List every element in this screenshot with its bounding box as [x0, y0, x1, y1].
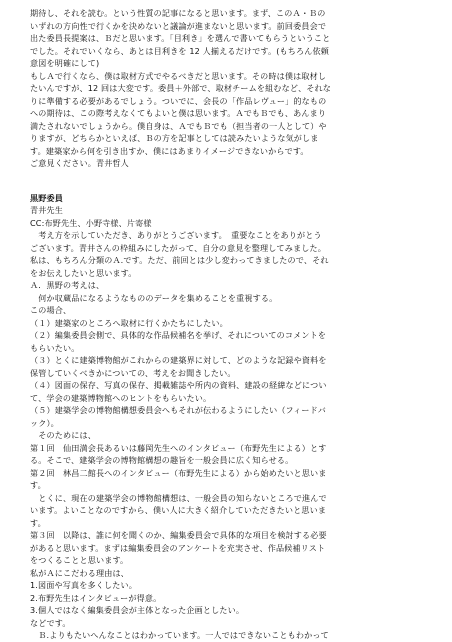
text-line: 期待し、それを読む。という性質の記事になると思います。まず、このＡ・Ｂの	[30, 8, 326, 18]
text-line: います。よいことなのですから、僕い人に大きく紹介していただきたいと思いま	[30, 505, 327, 515]
text-line: への期待は、この際考えなくてもよいと僕は思います。ＡでもＢでも、あんまり	[30, 108, 327, 118]
text-line: 第１回 仙田満会長あるいは藤岡先生へのインタビュー（布野先生による）とす	[30, 442, 327, 453]
text-line: 何か収蔵品になるようなもののデータを集めることを重視する。	[30, 292, 278, 303]
text-line: この場合、	[30, 305, 72, 315]
text-line: りますが、どちらかといえば、Ｂの方を記事としては読みたいような気がしま	[30, 133, 319, 143]
text-line: ック）。	[30, 417, 59, 428]
text-line: （３）とくに建築博物館がこれからの建築界に対して、どのような記録や資料を	[30, 355, 327, 365]
text-line: りに準備する必要があるでしょう。ついでに、会長の「作品レヴュー」的なもの	[30, 95, 327, 106]
text-line: す。	[30, 480, 46, 490]
text-line: もしＡで行くなら、僕は取材方式でやるべきだと思います。その時は僕は取材し	[30, 70, 327, 81]
text-line: ご意見ください。青井哲人	[30, 158, 129, 168]
text-line: Ａ．黒野の考えは、	[30, 280, 105, 290]
text-line: でした。それでいくなら、あとは目利きを 12 人揃えるだけです。(もちろん依頼	[30, 45, 329, 56]
text-line: などです。	[30, 617, 71, 628]
text-line: をお伝えしたいと思います。	[30, 267, 137, 278]
member-heading: 黒野委員	[30, 192, 63, 203]
section-gap	[30, 170, 422, 192]
text-line: 2.布野先生はインタビューが得意。	[30, 592, 162, 603]
text-line: 第２回 林昌二館長へのインタビュー（布野先生による）から始めたいと思いま	[30, 467, 327, 478]
text-line: 考え方を示していただき、ありがとうございます。 重要なことをありがとう	[30, 230, 322, 240]
text-line: 第３回 以降は、誰に何を聞くのか、編集委員会で具体的な項目を検討する必要	[30, 530, 327, 540]
text-line: （４）図面の保存、写真の保存、掲載雑誌や所内の資料、建設の経緯などについ	[30, 380, 327, 390]
text-line: 私がＡにこだわる理由は、	[30, 567, 129, 578]
text-line: そのためには、	[30, 430, 96, 440]
text-line: 意図を明確にして)	[30, 58, 100, 68]
text-line: 出た委員長提案は、Ｂだと思います。「目利き」を選んで書いてもらうということ	[30, 33, 331, 43]
text-line: Ｂ.よりもたいへんなことはわかっています。一人ではできないこともわかって	[30, 630, 329, 640]
text-line: 満たされないでしょうから。僕自身は、ＡでもＢでも（担当者の一人として）や	[30, 120, 327, 131]
text-line: （１）建築家のところへ取材に行くかたちにしたい。	[30, 317, 228, 328]
text-line: 3.個人ではなく編集委員会が主体となった企画としたい。	[30, 605, 245, 615]
addressee: 青井先生	[30, 205, 63, 215]
cc-line: CC:布野先生、小野寺様、片寄様	[30, 217, 152, 228]
section-aoi-letter	[30, 7, 422, 170]
text-line: とくに、現在の建築学会の博物館構想は、一般会員の知らないところで進んで	[30, 492, 327, 503]
text-line: 保管していくべきかについての、考えをお聞きしたい。	[30, 367, 236, 378]
text-line: いずれの方向性で行くかを決めないと議論が進まないと思います。前回委員会で	[30, 20, 327, 31]
text-line: をつくることと思います。	[30, 555, 129, 565]
text-line: 私は、もちろん分類のＡ.です。ただ、前回とは少し変わってきましたので、それ	[30, 255, 329, 265]
text-line: があると思います。まずは編集委員会のアンケートを充実させ、作品候補リスト	[30, 542, 326, 553]
text-line: （２）編集委員会側で、具体的な作品候補名を挙げ、それについてのコメントを	[30, 330, 327, 340]
text-line: 1.図面や写真を多くしたい。	[30, 580, 137, 590]
text-line: す。建築家から何を引き出すか、僕にはあまりイメージできないからです。	[30, 145, 309, 156]
text-line: る。そこで、建築学会の博物館構想の趣旨を一般会員に広く知らせる。	[30, 455, 294, 465]
text-line: す。	[30, 517, 46, 528]
text-line: もらいたい。	[30, 342, 80, 353]
reply-body	[30, 229, 422, 642]
section-kurono-reply	[30, 192, 422, 642]
text-line: （５）建築学会の博物館構想委員会へもそれが伝わるようにしたい（フィードバ	[30, 405, 326, 415]
text-line: たいんですが、12 回は大変です。委員＋外部で、取材チームを組むなど、それな	[30, 83, 332, 93]
text-line: て、学会の建築博物館へのヒントをもらいたい。	[30, 392, 212, 403]
text-line: ございます。青井さんの枠組みにしたがって、自分の意見を整理してみました。	[30, 242, 326, 253]
